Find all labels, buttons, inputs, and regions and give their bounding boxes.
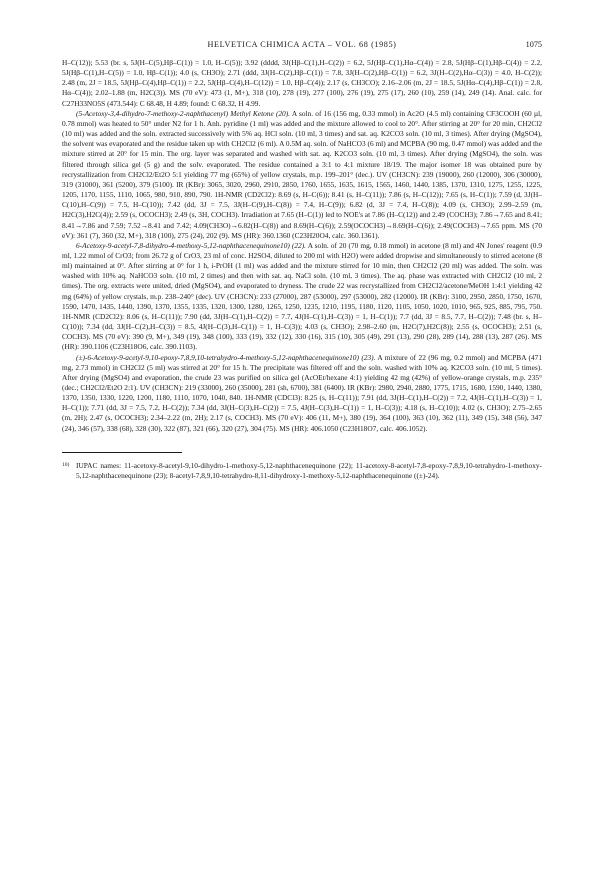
nmr-continuation-paragraph (62, 58, 542, 109)
page-number: 1075 (525, 40, 542, 49)
journal-title: HELVETICA CHIMICA ACTA – VOL. 68 (1985) (207, 40, 397, 49)
procedure-paragraph-23 (62, 353, 542, 434)
running-header (62, 40, 542, 54)
footnote (62, 461, 542, 481)
journal-page (62, 40, 542, 481)
procedure-paragraph-22 (62, 241, 542, 353)
paragraph-text: A mixture of 22 (96 mg, 0.2 mmol) and MCPBA (471 mg, 2.73 mmol) in CH2Cl2 (5 ml) was stirred at 20° for 15 h. The precipitate was filtered off and the soln. washed with 10% aq. K2CO3 soln. (10 ml, 5 times). After drying (MgSO4) and evaporation, the crude 23 was purified on silica gel (AcOEt/hexane 4:1) yielding 42 mg (42%) of yellow-orange crystals, m.p. 235° (dec.; CH2Cl2/Et2O 2:1). UV (CH3CN): 219 (33000), 260 (35000), 281 (sh, 6700), 381 (6400). IR (KBr): 2980, 2940, 2880, 1775, 1715, 1680, 1590, 1440, 1380, 1370, 1350, 1330, 1220, 1200, 1180, 1110, 1070, 1040, 840. 1H-NMR (CDCl3): 8.25 (s, H–C(11)); 7.91 (dd, 3J(H–C(1),H–C(2)) = 7.2, 4J(H–C(1),H–C(3)) = 1, H–C(1)); 7.71 (dd, 3J = 7.5, 7.2, H–C(2)); 7.34 (dd, 3J(H–C(3),H–C(2)) = 7.5, 4J(H–C(3),H–C(1)) = 1, H–C(3)); 4.18 (s, H–C(10)); 4.02 (s, CH3O); 2.75–2.65 (m, 2H); 2.47 (s, OCOCH3); 2.34–2.22 (m, 2H); 2.17 (s, COCH3). MS (70 eV): 406 (11, M+), 380 (19), 364 (100), 363 (10), 362 (11), 349 (15), 348 (56), 347 (24), 346 (57), 338 (68), 328 (30), 322 (87), 321 (66), 320 (27), 304 (75). MS (HR): 406.1050 (C23H18O7, calc. 406.1052). (62, 352, 542, 433)
footnote-mark: 10) (62, 461, 70, 468)
paragraph-title: 6-Acetoxy-9-acetyl-7,8-dihydro-4-methoxy-5,12-naphthacenequinone10) (22). (76, 240, 306, 250)
paragraph-title: (±)-6-Acetoxy-9-acetyl-9,10-epoxy-7,8,9,10-tetrahydro-4-methoxy-5,12-naphthacenequinone10) (23). (76, 352, 376, 362)
footnote-divider (62, 452, 182, 453)
paragraph-text: A soln. of 20 (70 mg, 0.18 mmol) in acetone (8 ml) and 4N Jones' reagent (0.9 ml, 1.22 mmol of CrO3; from 26.72 g of CrO3, 23 ml of conc. H2SO4, diluted to 200 ml with H2O) were added dropwise and simultaneously to stirred acetone (8 ml) maintained at 0°. After stirring at 0° for 1 h, i-PrOH (1 ml) was added and the mixture stirred for 10 min, then CH2Cl2 (20 ml) was added. The soln. was washed with 10% aq. NaHCO3 soln. (10 ml, 2 times) and then with sat. aq. NaCl soln. (10 ml, 3 times). The aq. phase was extracted with CH2Cl2 (10 ml, 2 times). The org. extracts were united, dried (MgSO4), and evaporated to dryness. The crude 22 was recrystallized from CH2Cl2/acetone/MeOH 1:4:1 yielding 42 mg (64%) of yellow crystals, m.p. 238–240° (dec). UV (CH3CN): 233 (27000), 287 (53000), 297 (53000), 282 (12000). IR (KBr): 3100, 2950, 2850, 1750, 1670, 1590, 1470, 1435, 1440, 1390, 1370, 1355, 1335, 1320, 1300, 1280, 1265, 1250, 1235, 1210, 1195, 1180, 1120, 1105, 1050, 1020, 1010, 965, 925, 885, 795, 750. 1H-NMR (CD2Cl2): 8.06 (s, H–C(11)); 7.90 (dd, 3J(H–C(1),H–C(2)) = 7.7, 4J(H–C(1),H–C(3)) = 1, H–C(1)); 7.7 (dd, 3J = 8.5, 7.7, H–C(2)); 7.48 (br. s, H–C(10)); 7.34 (dd, 3J(H–C(2),H–C(3)) = 8.5, 4J(H–C(3),H–C(1)) = 1, H–C(3)); 4.03 (s, CH3O); 2.98–2.60 (m, H2C(7),H2C(8)); 2.55 (s, OCOCH3); 2.51 (s, COCH3). MS (70 eV): 390 (9, M+), 349 (19), 348 (100), 333 (19), 332 (12), 330 (16), 315 (10), 305 (49), 291 (13), 290 (28), 289 (14), 288 (13), 287 (26). MS (HR): 390.1106 (C23H18O6, calc. 390.1103). (62, 240, 542, 352)
paragraph-text: A soln. of 16 (156 mg, 0.33 mmol) in Ac2O (4.5 ml) containing CF3COOH (60 µl, 0.78 mmol) was heated to 50° under N2 for 1 h. Anh. pyridine (1 ml) was added and the mixture allowed to cool to 20°. After stirring at 20° for 20 min, CH2Cl2 (10 ml) was added and the soln. extracted successively with 5% aq. HCl soln. (10 ml, 3 times) and sat. aq. K2CO3 soln. (10 ml, 3 times). After drying (MgSO4), the solvent was evaporated and the residue taken up with CH2Cl2 (6 ml). A 0.5M aq. soln. of NaHCO3 (6 ml) and MCPBA (90 mg, 0.47 mmol) was added and the mixture stirred at 20° for 15 min. The org. layer was separated and washed with sat. aq. K2CO3 soln. (10 ml, 3 times). After drying (MgSO4), the soln. was filtered through silica gel (5 g) and the solv. evaporated. The residue contained a 3:1 to 4:1 mixture 18/19. The major isomer 18 was obtained pure by recrystallization from CH2Cl2/Et2O 5:1 yielding 77 mg (65%) of yellow crystals, m.p. 199–201° (dec.). UV (CH3CN): 239 (19000), 260 (12000), 306 (30000), 319 (31000), 361 (5200), 379 (5100). IR (KBr): 3065, 3020, 2960, 2910, 2850, 1760, 1655, 1635, 1615, 1565, 1460, 1440, 1385, 1370, 1310, 1275, 1255, 1225, 1205, 1170, 1155, 1110, 1065, 980, 910, 890, 790. 1H-NMR (CD2Cl2): 8.69 (s, H–C(6)); 8.41 (s, H–C(11)); 7.86 (s, H–C(12)); 7.65 (s, H–C(1)); 7.59 (d, 3J(H–C(10),H–C(9)) = 7.5, H–C(10)); 7.42 (dd, 3J = 7.5, 3J(H–C(9),H–C(8)) = 7.4, H–C(9)); 6.82 (d, 3J = 7.4, H–C(8)); 4.09 (s, CH3O); 2.99–2.59 (m, H2C(3),H2C(4)); 2.59 (s, OCOCH3); 2.49 (s, 3H, COCH3). Irradiation at 7.65 (H–C(1)) led to NOE's at 7.86 (H–C(12)) and 2.49 (COCH3); 7.86→7.65 and 8.41; 8.41→7.86 and 7.59; 7.52→8.41 and 7.42; 4.09(CH3O)→6.82(H–C(8)) and 8.69(H–C(6)); 2.59(OCOCH3)→8.69(H–C(6)); 2.49(COCH3)→7.65 ppm. MS (70 eV): 361 (7), 360 (32, M+), 318 (100), 275 (24), 202 (9). MS (HR): 360.1360 (C23H20O4, calc. 360.1361). (62, 108, 542, 240)
article-body (62, 58, 542, 434)
procedure-paragraph-20 (62, 109, 542, 241)
paragraph-title: (5-Acetoxy-3,4-dihydro-7-methoxy-2-naphthacenyl) Methyl Ketone (20). (76, 108, 291, 118)
paragraph-text: H–C(12)); 5.53 (br. s, 5J(H–C(5),Hβ–C(1)) = 1.0, H–C(5)); 3.92 (dddd, 3J(Hβ–C(1),H–C(2)) = 6.2, 5J(Hβ–C(1),Hα–C(4)) = 2.8, 5J(Hβ–C(1),Hβ–C(4)) = 2.2, 5J(Hβ–C(1),H–C(5)) = 1.0, Hβ–C(1)); 4.0 (s, CH3O); 2.71 (ddd, 3J(H–C(2),Hβ–C(1)) = 7.8, 3J(H–C(2),Hβ–C(1)) = 6.2, 3J(H–C(2),Hα–C(3)) = 4.0, H–C(2)); 2.48 (m, 2J = 18.5, 5J(Hβ–C(4),Hβ–C(1)) = 2.2, 5J(Hβ–C(4),H–C(12)) = 1.0, Hβ–C(4)); 2.17 (s, CH3CO); 2.16–2.06 (m, 2J = 18.5, 5J(Hα–C(4),Hβ–C(1)) = 2.8, Hα–C(4)); 2.02–1.88 (m, H2C(3)). MS (70 eV): 473 (1, M+), 318 (10), 278 (19), 277 (100), 276 (19), 275 (17), 260 (10), 259 (14), 249 (14). Anal. calc. for C27H33NO5S (473.544): C 68.48, H 4.89; found: C 68.32, H 4.99. (62, 58, 542, 108)
footnote-text: IUPAC names: 11-acetoxy-8-acetyl-9,10-dihydro-1-methoxy-5,12-naphthacenequinone (22); 11-acetoxy-8-acetyl-7,8-epoxy-7,8,9,10-tetrahydro-1-methoxy-5,12-naphthacenequinone (23); 8-acetyl-7,8,9,10-tetrahydro-8,11-dihydroxy-1-methoxy-5,12-naphthacenequinone ((±)-24). (76, 460, 542, 480)
